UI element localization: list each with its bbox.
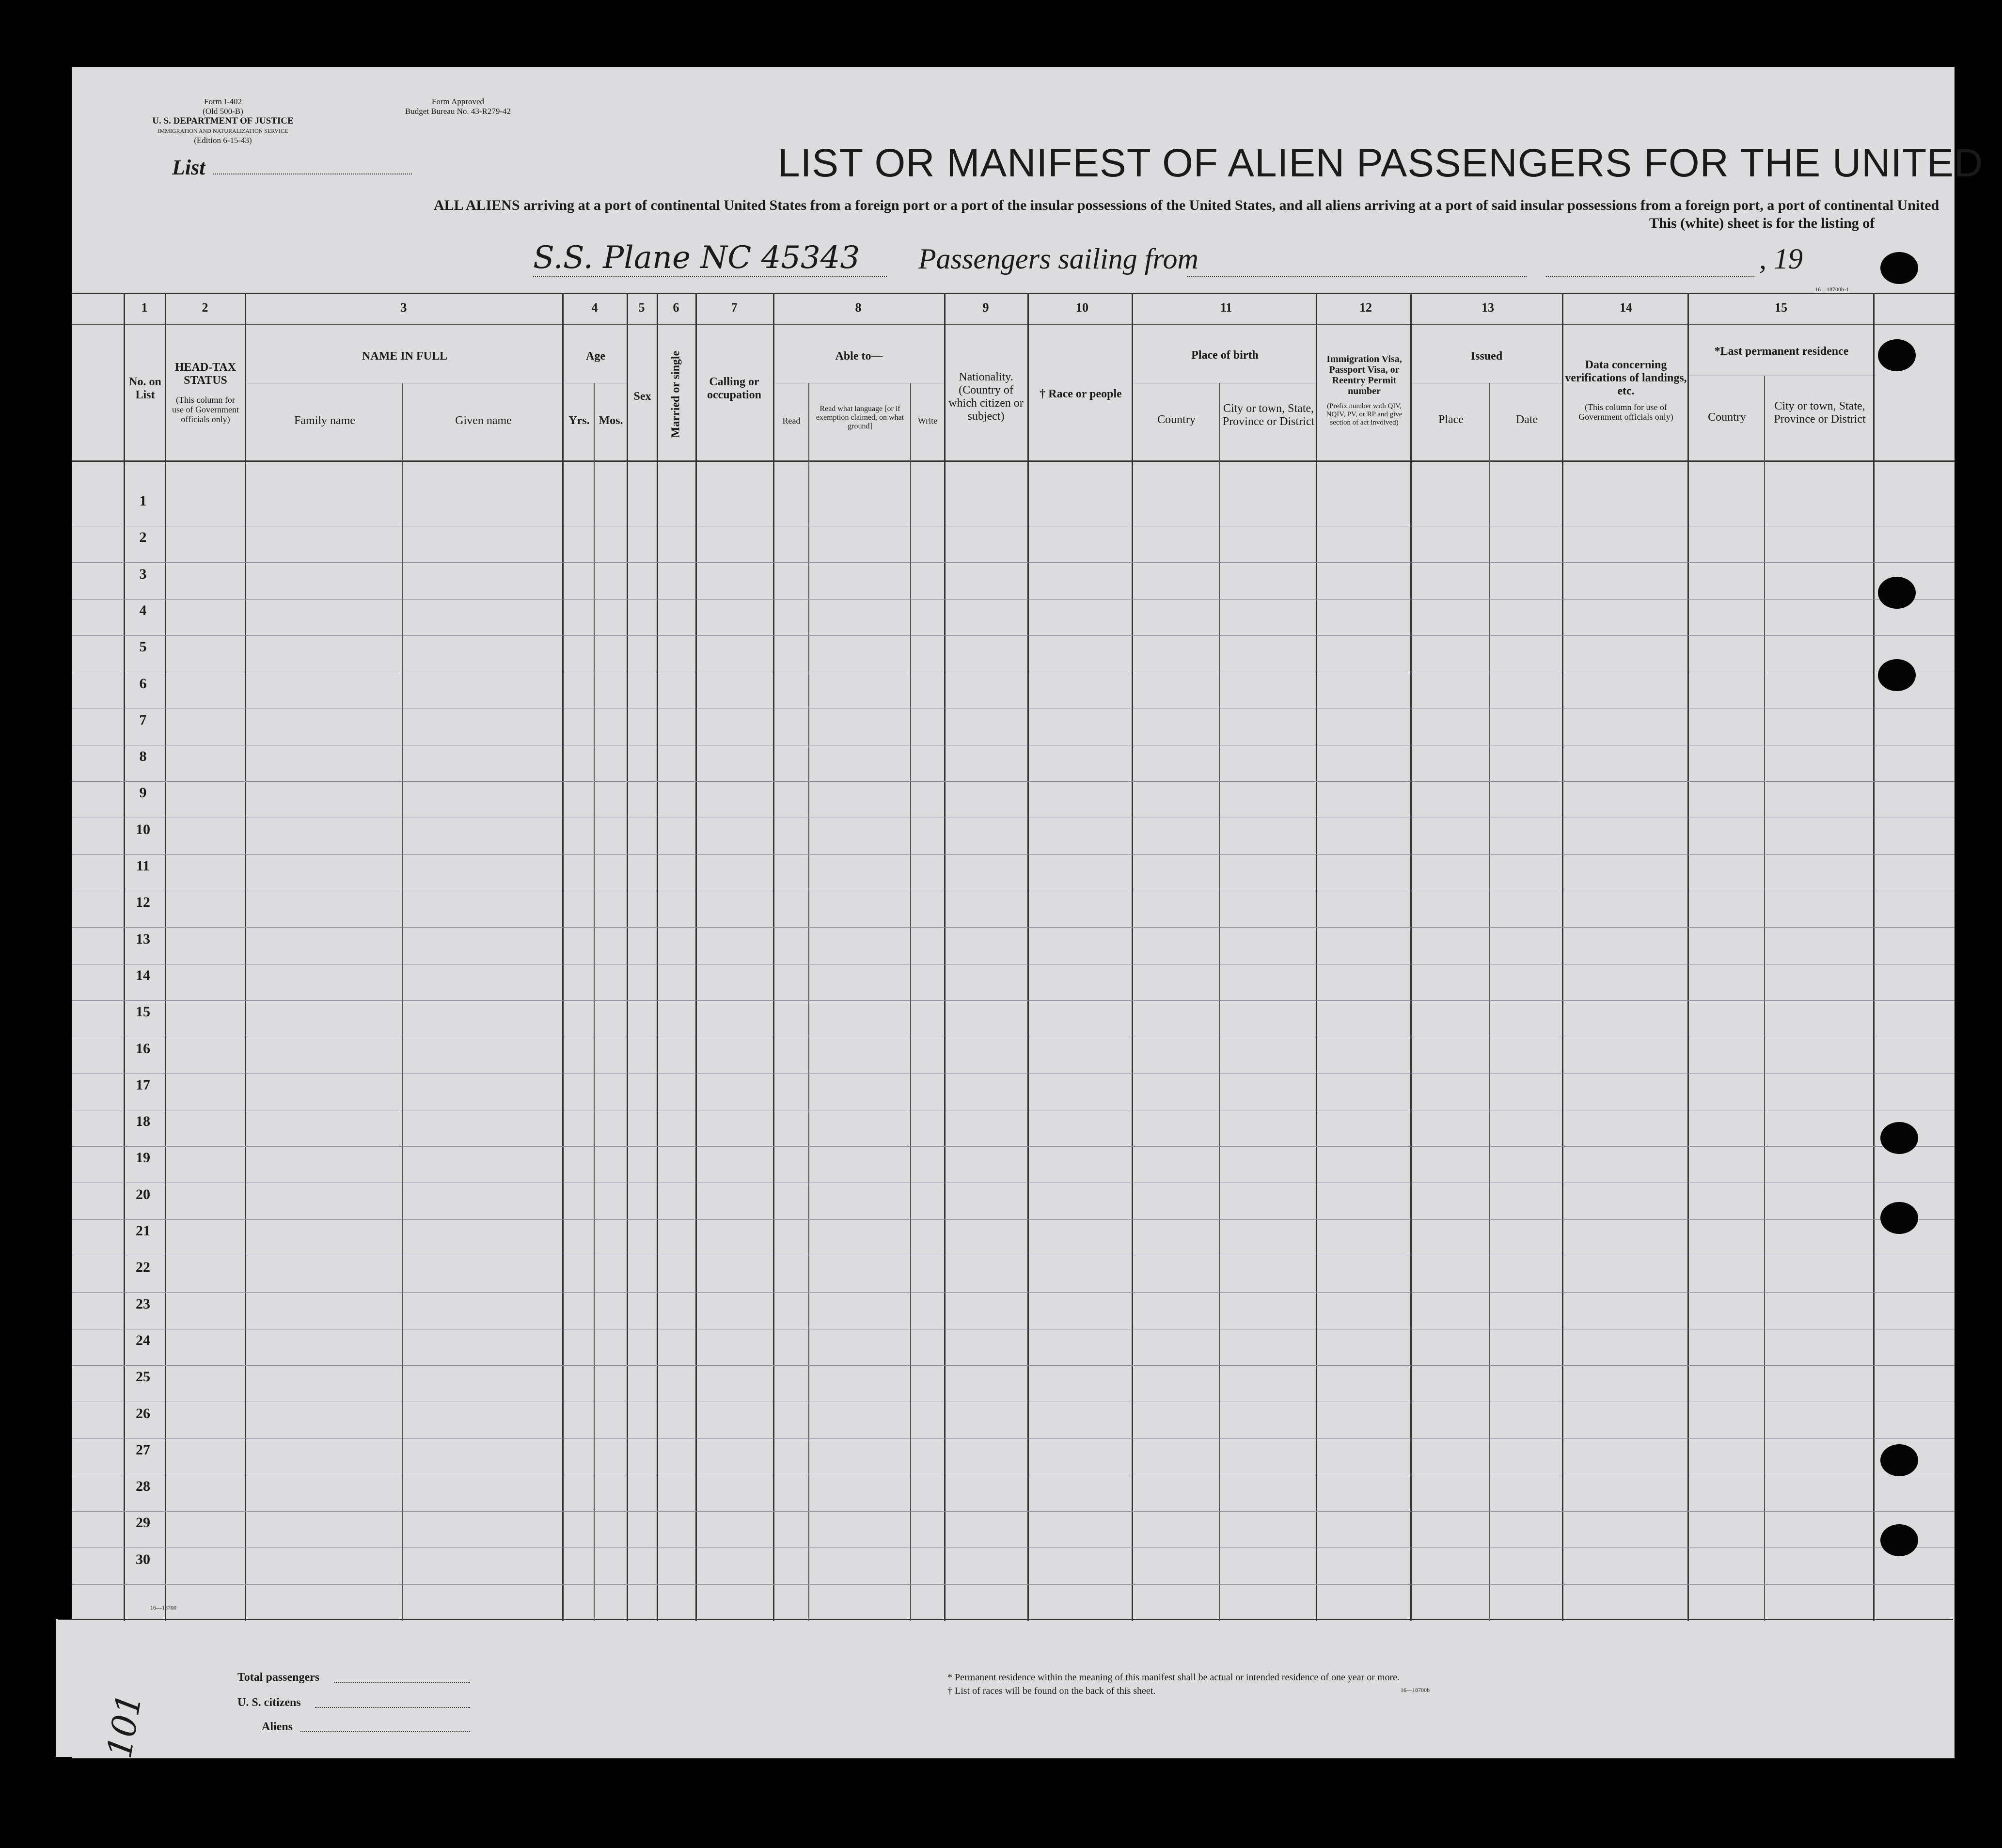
- header-issued-date: Date: [1515, 413, 1538, 426]
- table-row[interactable]: [72, 1292, 1955, 1293]
- table-row[interactable]: [72, 635, 1955, 636]
- punch-hole: [1878, 659, 1916, 691]
- us-citizens-field[interactable]: [315, 1707, 470, 1708]
- header-place-of-birth: Place of birth: [1191, 349, 1259, 362]
- punch-hole: [1878, 339, 1916, 371]
- header-read: Read: [782, 416, 801, 426]
- row-number: 28: [136, 1478, 150, 1495]
- approval-text: Form Approved: [431, 97, 485, 106]
- row-number: 23: [136, 1295, 150, 1312]
- col-line-6: [657, 293, 658, 1621]
- row-number: 18: [136, 1113, 150, 1130]
- col-line-8b: [808, 383, 809, 1621]
- row-number: 21: [136, 1223, 150, 1239]
- header-name-in-full: NAME IN FULL: [362, 350, 447, 363]
- col-line-11: [1132, 293, 1133, 1621]
- table-row[interactable]: [72, 781, 1955, 782]
- header-calling: Calling or occupation: [707, 376, 761, 401]
- col-line-10: [1027, 293, 1029, 1621]
- header-age: Age: [586, 350, 605, 363]
- punch-hole: [1880, 1202, 1918, 1234]
- aliens-field[interactable]: [300, 1731, 470, 1732]
- table-row[interactable]: [72, 562, 1955, 563]
- col-line-4: [562, 293, 564, 1621]
- page-title: LIST OR MANIFEST OF ALIEN PASSENGERS FOR THE UNITED: [778, 141, 1984, 185]
- sailing-from-label: Passengers sailing from: [918, 243, 1198, 275]
- col-line-13b: [1489, 383, 1490, 1621]
- punch-hole: [1878, 577, 1916, 609]
- header-birth-country: Country: [1157, 413, 1196, 426]
- list-label: List: [172, 156, 205, 179]
- header-able-to: Able to—: [835, 350, 883, 363]
- margin-handwritten-number: 101: [99, 1690, 150, 1761]
- col-line-8c: [910, 383, 911, 1621]
- row-number: 2: [139, 529, 147, 546]
- row-number: 19: [136, 1150, 150, 1166]
- header-data-note: (This column for use of Government officials only): [1578, 402, 1673, 422]
- header-family-name: Family name: [294, 414, 355, 427]
- vessel-name-line: [533, 276, 887, 277]
- col-line-15: [1687, 293, 1689, 1621]
- header-visa: Immigration Visa, Passport Visa, or Reentry Permit number: [1326, 354, 1402, 396]
- header-issued-place: Place: [1438, 413, 1464, 426]
- col-number-9: 9: [982, 300, 989, 315]
- total-passengers-label: Total passengers: [237, 1671, 320, 1684]
- row-number: 30: [136, 1551, 150, 1567]
- sheet-code-top: 16—18700b-1: [1815, 286, 1849, 293]
- punch-hole: [1880, 252, 1918, 284]
- row-number: 15: [136, 1004, 150, 1020]
- header-residence-city: City or town, State, Province or District: [1774, 400, 1866, 426]
- table-row[interactable]: [72, 1511, 1955, 1512]
- header-visa-note: (Prefix number with QIV, NQIV, PV, or RP and give section of act involved): [1326, 402, 1403, 426]
- table-row[interactable]: [72, 927, 1955, 928]
- table-row[interactable]: [72, 1365, 1955, 1366]
- header-age-years: Yrs.: [568, 414, 590, 427]
- col-line-13: [1410, 293, 1412, 1621]
- footer-sheet-code: 16—18700b: [1401, 1687, 1430, 1693]
- col-line-8: [773, 293, 774, 1621]
- table-row[interactable]: [72, 1000, 1955, 1001]
- department-name: U. S. DEPARTMENT OF JUSTICE: [152, 116, 294, 126]
- table-row[interactable]: [72, 1584, 1955, 1585]
- col-line-11b: [1219, 383, 1220, 1621]
- col-number-4: 4: [591, 300, 598, 315]
- header-last-residence: *Last permanent residence: [1714, 345, 1849, 358]
- row-number: 11: [136, 858, 150, 874]
- punch-hole: [1880, 1122, 1918, 1154]
- header-race: † Race or people: [1040, 388, 1122, 400]
- form-edition: (Edition 6-15-43): [194, 136, 252, 145]
- budget-bureau: Budget Bureau No. 43-R279-42: [405, 107, 511, 116]
- row-number: 29: [136, 1515, 150, 1531]
- row-number: 9: [139, 785, 147, 801]
- form-identification: [141, 97, 305, 145]
- total-passengers-field[interactable]: [334, 1682, 470, 1683]
- header-nationality: Nationality. (Country of which citizen or subject): [948, 371, 1024, 423]
- col-line-3: [245, 293, 246, 1621]
- col-number-2: 2: [202, 300, 208, 315]
- col-line-4b: [594, 383, 595, 1621]
- row-number: 16: [136, 1040, 150, 1057]
- row-number: 7: [139, 711, 147, 728]
- col-line-2: [165, 293, 166, 1621]
- header-married-single: Married or single: [669, 350, 682, 438]
- table-row[interactable]: [72, 1219, 1955, 1220]
- row-number: 14: [136, 967, 150, 983]
- header-head-tax: HEAD-TAX STATUS: [174, 361, 236, 387]
- col-number-10: 10: [1076, 300, 1088, 315]
- header-birth-city: City or town, State, Province or District: [1222, 402, 1315, 428]
- instruction-line-2: This (white) sheet is for the listing of: [1649, 215, 1875, 231]
- header-data-concerning: Data concerning verifications of landings, etc.: [1565, 359, 1687, 397]
- row-number: 4: [139, 602, 147, 618]
- col-number-1: 1: [141, 300, 148, 315]
- header-write: Write: [917, 416, 938, 426]
- table-row[interactable]: [72, 1438, 1955, 1439]
- col-line-3b: [402, 383, 403, 1621]
- header-age-months: Mos.: [599, 414, 623, 427]
- row-number: 3: [139, 566, 147, 582]
- col-line-5: [627, 293, 628, 1621]
- colnum-row-border: [72, 324, 1955, 325]
- col-number-14: 14: [1620, 300, 1632, 315]
- header-sex: Sex: [633, 390, 651, 403]
- form-old-number: (Old 500-B): [203, 107, 243, 116]
- form-approval: [383, 97, 533, 116]
- departure-date-field[interactable]: [1546, 276, 1754, 277]
- instruction-line-1: ALL ALIENS arriving at a port of continental United States from a foreign port or a port of the insular possessions of the United States, and all aliens arriving at a port of said insular possessions from a foreign port, a port of continental United: [434, 197, 1939, 213]
- footnote-permanent-residence: * Permanent residence within the meaning of this manifest shall be actual or intended residence of one year or more.: [947, 1672, 1400, 1683]
- table-row[interactable]: [72, 599, 1955, 600]
- header-issued: Issued: [1470, 350, 1503, 363]
- col-line-9: [944, 293, 946, 1621]
- header-read-language: Read what language [or if exemption claimed, on what ground]: [816, 405, 904, 430]
- punch-hole: [1880, 1524, 1918, 1556]
- row-number: 22: [136, 1259, 150, 1276]
- col-number-7: 7: [731, 300, 738, 315]
- year-prefix: , 19: [1759, 243, 1803, 275]
- form-number: Form I-402: [204, 97, 242, 106]
- col-number-8: 8: [855, 300, 862, 315]
- row-number: 17: [136, 1076, 150, 1093]
- manifest-sheet: [72, 67, 1955, 1758]
- row-number: 5: [139, 639, 147, 655]
- col-line-14: [1562, 293, 1563, 1621]
- row-number: 24: [136, 1332, 150, 1348]
- row-number: 1: [139, 493, 147, 509]
- row-number: 6: [139, 675, 147, 692]
- row-number: 26: [136, 1405, 150, 1422]
- col-line-12: [1316, 293, 1317, 1621]
- row-number: 13: [136, 931, 150, 947]
- col-number-6: 6: [673, 300, 679, 315]
- header-head-tax-note: (This column for use of Government officials only): [172, 395, 239, 424]
- vessel-name-handwritten[interactable]: S.S. Plane NC 45343: [533, 240, 860, 276]
- col-line-7: [695, 293, 697, 1621]
- col-number-12: 12: [1359, 300, 1372, 315]
- us-citizens-label: U. S. citizens: [237, 1696, 301, 1709]
- col-number-13: 13: [1482, 300, 1494, 315]
- table-top-border: [72, 293, 1955, 294]
- header-residence-country: Country: [1708, 411, 1746, 424]
- col-line-16: [1873, 293, 1875, 1621]
- row-number: 8: [139, 748, 147, 765]
- service-name: IMMIGRATION AND NATURALIZATION SERVICE: [158, 127, 288, 134]
- footnote-races: † List of races will be found on the back of this sheet.: [947, 1686, 1156, 1696]
- header-no-on-list: No. on List: [129, 376, 161, 401]
- port-of-departure-field[interactable]: [1187, 276, 1527, 277]
- punch-hole: [1880, 1444, 1918, 1476]
- col-number-11: 11: [1220, 300, 1232, 315]
- table-bottom-border: [58, 1619, 1953, 1620]
- col-number-15: 15: [1775, 300, 1787, 315]
- table-row[interactable]: [72, 854, 1955, 855]
- col-number-3: 3: [400, 300, 407, 315]
- sheet-code-bottom: 16—18700: [150, 1604, 176, 1611]
- row-number: 25: [136, 1369, 150, 1385]
- row-number: 12: [136, 894, 150, 911]
- row-number: 10: [136, 821, 150, 837]
- row-number: 27: [136, 1441, 150, 1458]
- header-given-name: Given name: [455, 414, 512, 427]
- header-bottom-border: [72, 460, 1955, 462]
- aliens-label: Aliens: [262, 1721, 293, 1733]
- row-number: 20: [136, 1186, 150, 1202]
- col-number-5: 5: [638, 300, 645, 315]
- table-row[interactable]: [72, 1146, 1955, 1147]
